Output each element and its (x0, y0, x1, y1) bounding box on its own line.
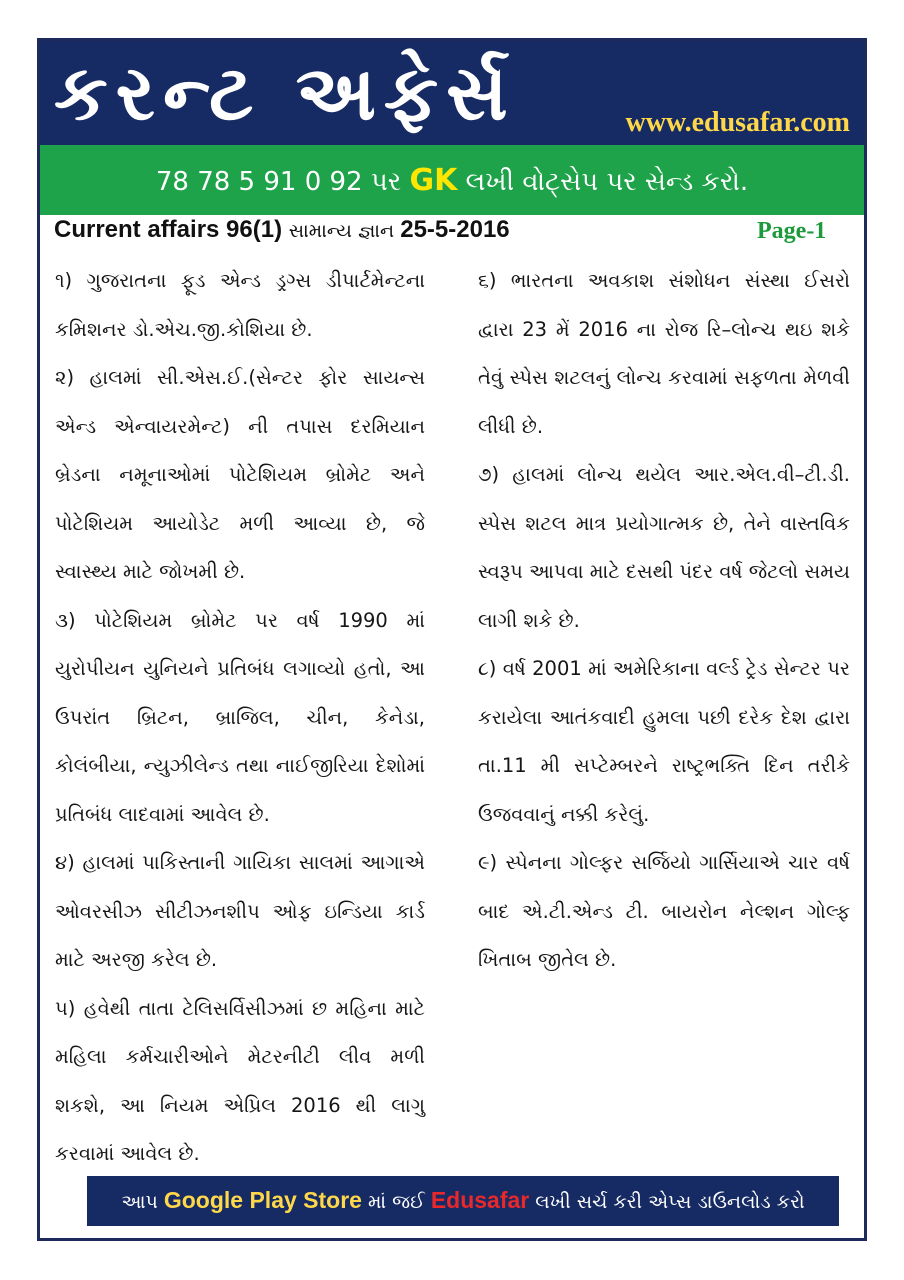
news-item: ૭) હાલમાં લોન્ચ થયેલ આર.એલ.વી–ટી.ડી. સ્પેસ શટલ માત્ર પ્રયોગાત્મક છે, તેને વાસ્તવિક સ્વરૂપ આપવા માટે દસથી પંદર વર્ષ જેટલો સમય લાગી શકે છે. (478, 463, 850, 632)
page-number: Page-1 (757, 218, 827, 244)
news-item: ૯) સ્પેનના ગોલ્ફર સર્જિયો ગાર્સિયાએ ચાર વર્ષ બાદ એ.ટી.એન્ડ ટી. બાયરોન નેલ્શન ગોલ્ફ ખિતાબ જીતેલ છે. (478, 851, 850, 971)
news-item: ૩) પોટેશિયમ બ્રોમેટ પર વર્ષ 1990 માં યુરોપીયન યુનિયને પ્રતિબંધ લગાવ્યો હતો, આ ઉપરાંત બ્રિટન, બ્રાજિલ, ચીન, કેનેડા, કોલંબીયા, ન્યુઝીલેન્ડ તથા નાઈજીરિયા દેશોમાં પ્રતિબંધ લાદવામાં આવેલ છે. (55, 608, 425, 826)
website-link[interactable]: www.edusafar.com (625, 107, 850, 138)
footer-brand: Edusafar (430, 1187, 530, 1213)
left-column (55, 257, 425, 1179)
news-item: ૮) વર્ષ 2001 માં અમેરિકાના વર્લ્ડ ટ્રેડ સેન્ટર પર કરાયેલા આતંકવાદી હુમલા પછી દરેક દેશ દ્વારા તા.11 મી સપ્ટેમ્બરને રાષ્ટ્રભક્તિ દિન તરીકે ઉજવવાનું નક્કી કરેલું. (478, 657, 850, 826)
news-item: ૧) ગુજરાતના ફૂડ એન્ડ ડ્રગ્સ ડીપાર્ટમેન્ટના કમિશનર ડો.એચ.જી.કોશિયા છે. (55, 269, 425, 341)
whatsapp-banner (40, 145, 864, 215)
footer-store: Google Play Store (163, 1187, 362, 1213)
footer-part3: લખી સર્ચ કરી એપ્સ ડાઉનલોડ કરો (529, 1191, 805, 1213)
subtitle-gk-label: સામાન્ય જ્ઞાન (288, 220, 401, 242)
news-item: ૨) હાલમાં સી.એસ.ઈ.(સેન્ટર ફોર સાયન્સ એન્ડ એન્વાયરમેન્ટ) ની તપાસ દરમિયાન બ્રેડના નમૂનાઓમાં પોટેશિયમ બ્રોમેટ અને પોટેશિયમ આયોડેટ મળી આવ્યા છે, જે સ્વાસ્થ્ય માટે જોખમી છે. (55, 366, 425, 583)
news-item: ૬) ભારતના અવકાશ સંશોધન સંસ્થા ઈસરો દ્વારા 23 મેં 2016 ના રોજ રિ–લોન્ચ થઇ શકે તેવું સ્પેસ શટલનું લોન્ચ કરવામાં સફળતા મેળવી લીધી છે. (478, 269, 850, 438)
banner-gk: GK (409, 163, 458, 198)
subtitle-label: Current affairs 96(1) (54, 216, 289, 243)
footer-part2: માં જઈ (361, 1191, 431, 1213)
header-banner (40, 41, 864, 145)
news-item: ૪) હાલમાં પાકિસ્તાની ગાયિકા સાલમાં આગાએ ઓવરસીઝ સીટીઝનશીપ ઓફ ઇન્ડિયા કાર્ડ માટે અરજી કરેલ છે. (55, 851, 425, 971)
right-column (478, 257, 850, 985)
footer-banner[interactable] (87, 1176, 839, 1226)
subtitle (54, 216, 510, 244)
whatsapp-banner-text (40, 163, 864, 198)
footer-part1: આપ (121, 1191, 164, 1213)
page-title: કરન્ટ અફેર્સ (54, 48, 516, 137)
subtitle-date: 25-5-2016 (400, 216, 510, 243)
footer-text (87, 1187, 839, 1214)
banner-prefix: 78 78 5 91 0 92 પર (155, 167, 410, 197)
banner-suffix: લખી વોટ્સેપ પર સેન્ડ કરો. (457, 167, 749, 197)
news-item: ૫) હવેથી તાતા ટેલિસર્વિસીઝમાં છ મહિના માટે મહિલા કર્મચારીઓને મેટરનીટી લીવ મળી શકશે, આ નિયમ એપ્રિલ 2016 થી લાગુ કરવામાં આવેલ છે. (55, 996, 425, 1165)
